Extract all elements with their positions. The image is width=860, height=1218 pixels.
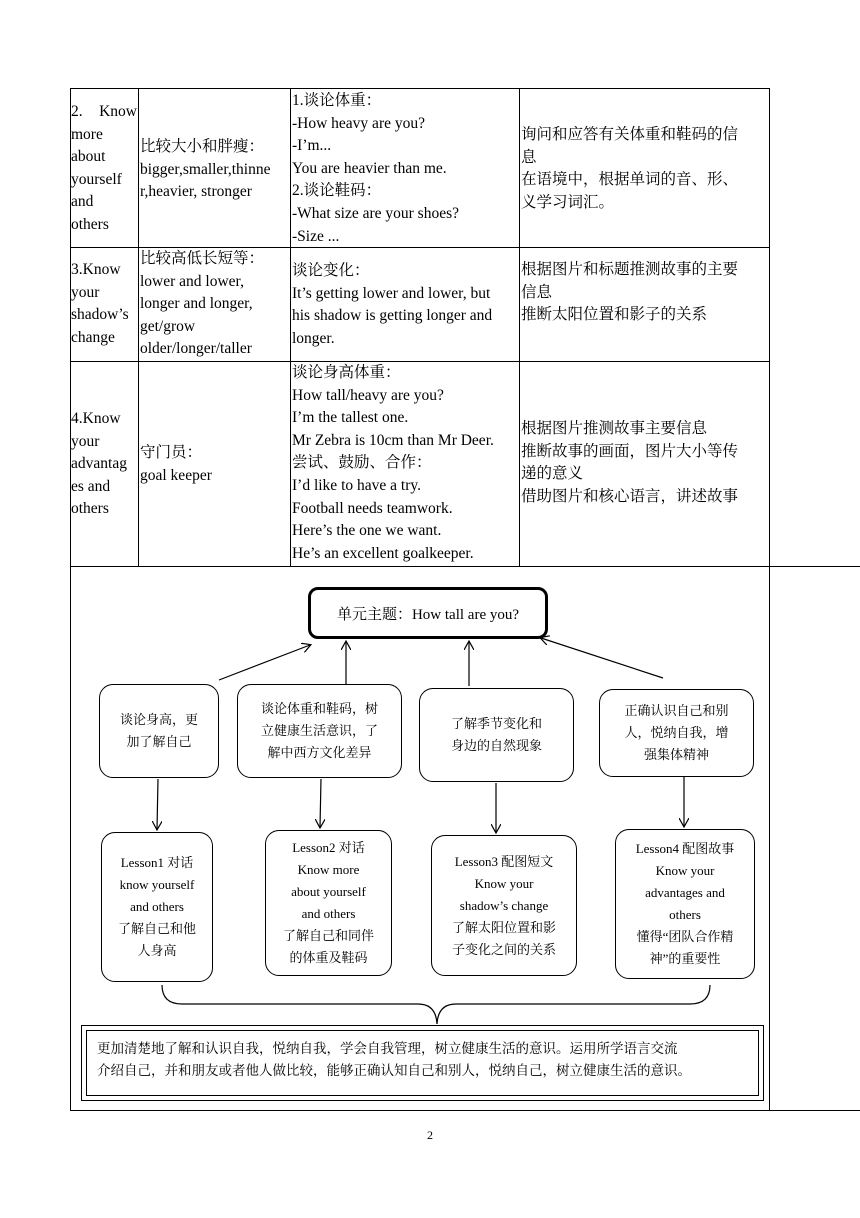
row-1-sentence: 1.谈论体重： xyxy=(292,92,382,109)
theme-box-4-line: 正确认识自己和别 xyxy=(624,703,729,718)
lesson-box-2-line: 了解自己和同伴 xyxy=(282,928,374,943)
row-1-topic-line: more xyxy=(71,125,103,143)
row-3-topic-line: advantag xyxy=(71,455,127,473)
lesson-box-1-line: 了解自己和他 xyxy=(117,921,196,936)
row-3-goal: 递的意义 xyxy=(521,465,584,483)
row-3-sentence: 尝试、鼓励、合作： xyxy=(292,454,432,472)
row-1-goal: 息 xyxy=(521,148,537,166)
unit-theme-title xyxy=(308,587,548,639)
row-2-goal: 信息 xyxy=(521,283,553,301)
summary-box xyxy=(81,1025,764,1101)
row-3-topic-line: es and xyxy=(71,477,111,495)
row-1-sentence: You are heavier than me. xyxy=(292,159,447,177)
row-1-topic-line: yourself xyxy=(71,170,122,188)
row-1-vocab-line: bigger,smaller,thinne xyxy=(140,160,271,178)
lesson-box-3-line: 了解太阳位置和影 xyxy=(451,919,556,935)
row-1-topic-line: Know xyxy=(99,103,137,120)
theme-box-2 xyxy=(237,684,402,778)
lesson-box-2-line: Lesson2 对话 xyxy=(292,840,365,855)
lesson-box-2-line: 的体重及鞋码 xyxy=(289,950,368,965)
lesson-box-1-line: Lesson1 对话 xyxy=(120,855,194,870)
theme-box-4-line: 人，悦纳自我，增 xyxy=(624,725,729,740)
theme-box-4 xyxy=(599,689,754,777)
lesson-box-4-line: advantages and xyxy=(645,885,725,900)
summary-text xyxy=(86,1030,759,1096)
theme-box-2-line: 解中西方文化差异 xyxy=(267,745,372,760)
lesson-box-2-line: Know more xyxy=(297,862,360,877)
row-2-topic-line: shadow’s xyxy=(71,306,129,324)
theme-box-3-line: 了解季节变化和 xyxy=(450,716,542,731)
lesson-box-1-line: know yourself xyxy=(119,877,195,892)
summary-line: 介绍自己，并和朋友或者他人做比较，能够正确认知自己和别人，悦纳自己，树立健康生活的意识。 xyxy=(97,1063,691,1078)
lesson-box-2-line: and others xyxy=(301,906,356,921)
row-2-goal: 根据图片和标题推测故事的主要 xyxy=(521,261,739,278)
theme-box-1-line: 谈论身高，更 xyxy=(119,712,198,727)
lesson-box-2-line: about yourself xyxy=(291,884,366,899)
row-1-sentence: -Size ... xyxy=(292,227,340,245)
lesson-box-4-line: 神”的重要性 xyxy=(649,951,721,966)
row-3-sentence: He’s an excellent goalkeeper. xyxy=(292,544,474,562)
row-1-goal: 询问和应答有关体重和鞋码的信 xyxy=(521,126,739,143)
unit-theme-title-text: 单元主题：How tall are you? xyxy=(336,606,520,623)
theme-box-2-line: 谈论体重和鞋码，树 xyxy=(260,701,378,716)
row-3-vocab-line: goal keeper xyxy=(140,466,212,484)
row-3-topic-line: your xyxy=(71,432,100,450)
row-1-topic-line: 2. xyxy=(71,103,83,120)
row-2-sentence: longer. xyxy=(292,329,335,347)
row-3-sentence: Here’s the one we want. xyxy=(292,522,442,540)
row-3-goal: 根据图片推测故事主要信息 xyxy=(521,420,708,437)
row-2-topic-line: change xyxy=(71,328,115,346)
lesson-box-2 xyxy=(265,830,392,976)
row-2-sentence: his shadow is getting longer and xyxy=(292,307,493,325)
theme-box-3-line: 身边的自然现象 xyxy=(450,738,542,753)
lesson-box-4-line: 懂得“团队合作精 xyxy=(636,929,734,944)
row-2-topic-line: your xyxy=(71,283,100,301)
row-2-sentence: 谈论变化： xyxy=(292,262,370,279)
row-2-vocab-line: 比较高低长短等： xyxy=(140,250,265,267)
row-3-vocab-line: 守门员： xyxy=(140,444,203,461)
row-1-topic-line: and xyxy=(71,193,94,211)
lesson-box-3 xyxy=(431,835,577,976)
row-3-sentence: I’m the tallest one. xyxy=(292,409,409,427)
lesson-box-1 xyxy=(101,832,213,982)
theme-box-1-line: 加了解自己 xyxy=(126,734,192,749)
lesson-box-1-line: 人身高 xyxy=(137,943,177,958)
summary-line: 更加清楚地了解和认识自我，悦纳自我，学会自我管理，树立健康生活的意识。运用所学语言交流 xyxy=(97,1041,678,1056)
row-1-goal: 在语境中，根据单词的音、形、 xyxy=(521,171,739,189)
row-1-sentence: -I’m... xyxy=(292,137,332,155)
lesson-box-3-line: Lesson3 配图短文 xyxy=(454,853,554,869)
theme-box-2-line: 立健康生活意识，了 xyxy=(260,723,378,738)
theme-box-4-line: 强集体精神 xyxy=(643,747,709,762)
row-1-topic-line: others xyxy=(71,215,109,233)
theme-box-1 xyxy=(99,684,219,778)
row-2-vocab-line: longer and longer, xyxy=(140,295,253,313)
row-1-sentence: -How heavy are you? xyxy=(292,114,425,132)
lesson-box-3-line: shadow’s change xyxy=(459,897,549,913)
row-3-sentence: I’d like to have a try. xyxy=(292,476,421,494)
row-3-sentence: Mr Zebra is 10cm than Mr Deer. xyxy=(292,431,494,449)
row-3-goal: 借助图片和核心语言，讲述故事 xyxy=(521,487,739,505)
row-1-vocab-line: r,heavier, stronger xyxy=(140,183,252,201)
row-3-topic-line: others xyxy=(71,500,109,518)
row-1-vocab-line: 比较大小和胖瘦： xyxy=(140,138,265,155)
row-1-sentence: -What size are your shoes? xyxy=(292,204,459,222)
row-2-vocab-line: get/grow xyxy=(140,317,196,335)
row-2-sentence: It’s getting lower and lower, but xyxy=(292,284,491,302)
lesson-box-4-line: others xyxy=(669,907,701,922)
row-1-sentence: 2.谈论鞋码： xyxy=(292,182,382,200)
row-3-sentence: 谈论身高体重： xyxy=(292,364,401,381)
row-3-sentence: Football needs teamwork. xyxy=(292,499,453,517)
row-1-topic-line: about xyxy=(71,148,106,166)
lesson-box-4-line: Know your xyxy=(655,863,715,878)
lesson-box-3-line: Know your xyxy=(474,875,534,891)
lesson-box-4 xyxy=(615,829,755,979)
row-2-vocab-line: lower and lower, xyxy=(140,272,244,290)
row-2-goal: 推断太阳位置和影子的关系 xyxy=(521,306,708,324)
row-3-goal: 推断故事的画面，图片大小等传 xyxy=(521,442,739,460)
lesson-box-1-line: and others xyxy=(130,899,184,914)
row-3-topic-line: 4.Know xyxy=(71,410,121,427)
lesson-box-4-line: Lesson4 配图故事 xyxy=(635,841,735,856)
row-2-topic-line: 3.Know xyxy=(71,261,121,278)
theme-box-3 xyxy=(419,688,574,782)
row-3-sentence: How tall/heavy are you? xyxy=(292,386,444,404)
row-2-vocab-line: older/longer/taller xyxy=(140,340,252,358)
lesson-box-3-line: 子变化之间的关系 xyxy=(451,941,556,957)
page-number: 2 xyxy=(427,1128,433,1142)
row-1-goal: 义学习词汇。 xyxy=(521,193,615,211)
